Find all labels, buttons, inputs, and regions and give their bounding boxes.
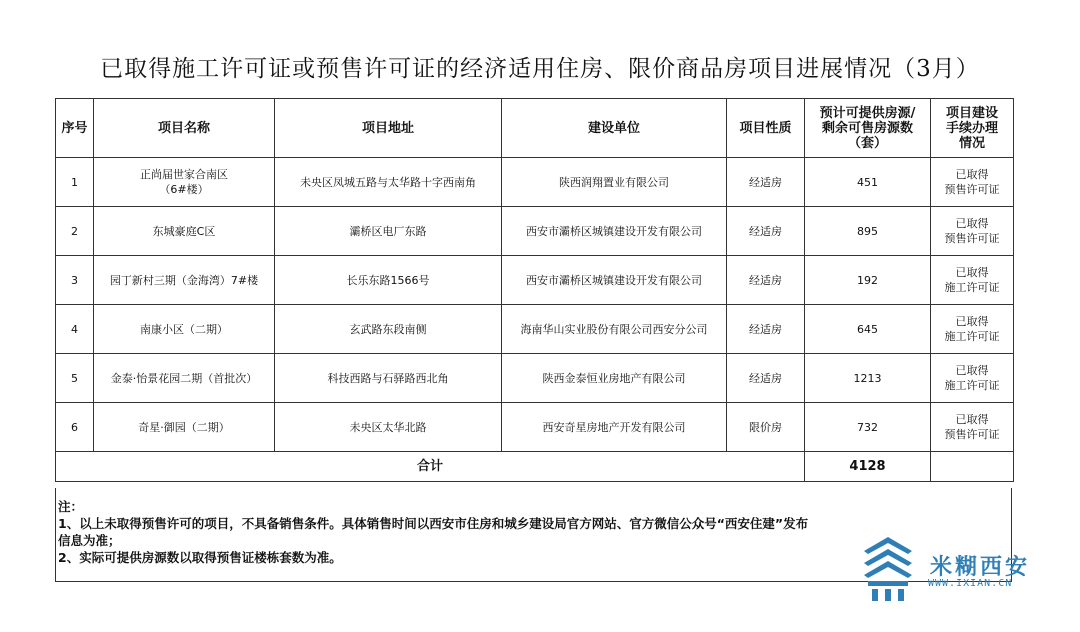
- notes-line2: 2、实际可提供房源数以取得预售证楼栋套数为准。: [58, 550, 342, 565]
- cell-units: 1213: [805, 354, 931, 403]
- cell-permit-line2: 施工许可证: [944, 281, 1000, 294]
- header-units: [805, 99, 931, 158]
- cell-name: [94, 403, 275, 452]
- cell-type: 经适房: [727, 207, 805, 256]
- cell-units: 192: [805, 256, 931, 305]
- cell-name-line1: 东城豪庭C区: [152, 224, 216, 238]
- cell-developer: 海南华山实业股份有限公司西安分公司: [502, 305, 727, 354]
- cell-permit-line2: 预售许可证: [944, 183, 1000, 196]
- notes-line1b: 信息为准；: [58, 533, 121, 548]
- cell-units: 451: [805, 158, 931, 207]
- cell-developer: 西安市灞桥区城镇建设开发有限公司: [502, 207, 727, 256]
- cell-permit: [931, 256, 1014, 305]
- cell-address: 科技西路与石驿路西北角: [275, 354, 502, 403]
- table-row: [56, 305, 1014, 354]
- cell-type: 经适房: [727, 158, 805, 207]
- cell-permit-line1: 已取得: [955, 364, 989, 377]
- cell-name: [94, 207, 275, 256]
- header-permit: [931, 99, 1014, 158]
- cell-name: [94, 256, 275, 305]
- cell-permit-line1: 已取得: [955, 168, 989, 181]
- header-permit-line2: 手续办理: [945, 120, 998, 136]
- header-no: 序号: [56, 99, 94, 158]
- header-type: 项目性质: [727, 99, 805, 158]
- header-permit-line3: 情况: [958, 135, 985, 151]
- cell-permit-line1: 已取得: [955, 413, 989, 426]
- cell-address: 未央区太华北路: [275, 403, 502, 452]
- total-empty: [931, 452, 1014, 482]
- header-units-line3: （套）: [847, 135, 887, 151]
- cell-type: 经适房: [727, 305, 805, 354]
- cell-address: 未央区凤城五路与太华路十字西南角: [275, 158, 502, 207]
- header-name: 项目名称: [94, 99, 275, 158]
- cell-address: 长乐东路1566号: [275, 256, 502, 305]
- cell-developer: 西安市灞桥区城镇建设开发有限公司: [502, 256, 727, 305]
- table-row: [56, 256, 1014, 305]
- watermark-url: WWW.IXIAN.CN: [928, 578, 1013, 589]
- cell-name-line1: 正尚届世家合南区: [140, 168, 228, 181]
- cell-type: 限价房: [727, 403, 805, 452]
- total-row: [56, 452, 1014, 482]
- cell-permit-line1: 已取得: [955, 266, 989, 279]
- cell-permit-line2: 预售许可证: [944, 428, 1000, 441]
- cell-address: 灞桥区电厂东路: [275, 207, 502, 256]
- table-row: [56, 207, 1014, 256]
- cell-name: [94, 158, 275, 207]
- cell-name-line1: 南康小区（二期）: [140, 322, 228, 336]
- notes-line1: 1、以上未取得预售许可的项目，不具备销售条件。具体销售时间以西安市住房和城乡建设局官方网站、官方微信公众号“西安住建”发布: [58, 516, 809, 531]
- header-units-line1: 预计可提供房源/: [819, 105, 916, 121]
- table-row: [56, 403, 1014, 452]
- cell-no: 5: [56, 354, 94, 403]
- cell-no: 1: [56, 158, 94, 207]
- cell-permit: [931, 403, 1014, 452]
- cell-no: 4: [56, 305, 94, 354]
- notes-heading: 注：: [58, 499, 84, 514]
- table-body: [56, 158, 1014, 452]
- header-developer: 建设单位: [502, 99, 727, 158]
- table-row: [56, 354, 1014, 403]
- total-label: 合计: [56, 452, 805, 482]
- cell-name-line2: （6#楼）: [159, 183, 209, 196]
- header-units-line2: 剩余可售房源数: [821, 120, 913, 136]
- page-title: 已取得施工许可证或预售许可证的经济适用住房、限价商品房项目进展情况（3月）: [100, 56, 980, 82]
- cell-type: 经适房: [727, 256, 805, 305]
- cell-name: [94, 305, 275, 354]
- cell-permit-line2: 预售许可证: [944, 232, 1000, 245]
- total-value: 4128: [805, 452, 931, 482]
- cell-developer: 西安奇星房地产开发有限公司: [502, 403, 727, 452]
- header-address: 项目地址: [275, 99, 502, 158]
- cell-permit-line2: 施工许可证: [944, 379, 1000, 392]
- cell-units: 895: [805, 207, 931, 256]
- cell-name-line1: 奇星·御园（二期）: [138, 420, 230, 434]
- cell-type: 经适房: [727, 354, 805, 403]
- cell-name: [94, 354, 275, 403]
- cell-permit: [931, 158, 1014, 207]
- cell-permit: [931, 305, 1014, 354]
- cell-units: 732: [805, 403, 931, 452]
- cell-units: 645: [805, 305, 931, 354]
- header-row: [56, 99, 1014, 158]
- cell-address: 玄武路东段南侧: [275, 305, 502, 354]
- header-permit-line1: 项目建设: [945, 105, 998, 121]
- watermark-text: 米糊西安: [930, 554, 1031, 580]
- cell-permit: [931, 207, 1014, 256]
- cell-permit: [931, 354, 1014, 403]
- cell-name-line1: 园丁新村三期（金海湾）7#楼: [109, 273, 259, 287]
- cell-permit-line2: 施工许可证: [944, 330, 1000, 343]
- table-row: [56, 158, 1014, 207]
- cell-permit-line1: 已取得: [955, 315, 989, 328]
- cell-no: 6: [56, 403, 94, 452]
- cell-permit-line1: 已取得: [955, 217, 989, 230]
- cell-developer: 陕西金泰恒业房地产有限公司: [502, 354, 727, 403]
- cell-no: 3: [56, 256, 94, 305]
- cell-no: 2: [56, 207, 94, 256]
- cell-name-line1: 金泰·怡景花园二期（首批次）: [110, 371, 258, 385]
- projects-table: [55, 98, 1014, 482]
- cell-developer: 陕西润翔置业有限公司: [502, 158, 727, 207]
